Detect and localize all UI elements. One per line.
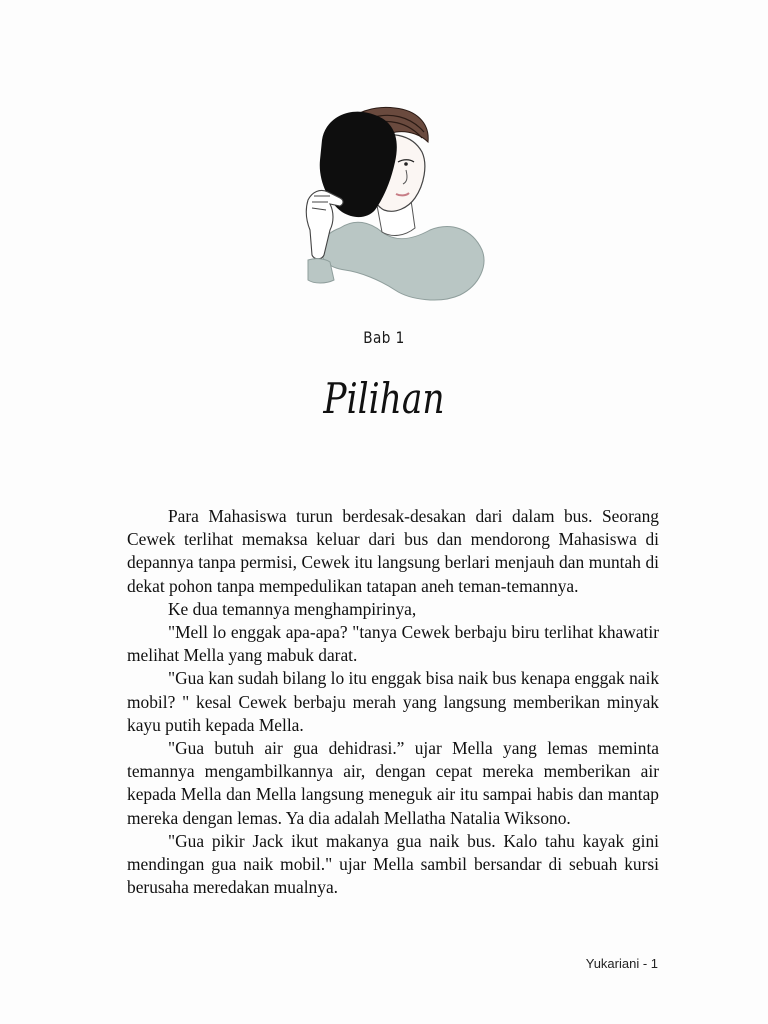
paragraph: "Mell lo enggak apa-apa? "tanya Cewek berbaju biru terlihat khawatir melihat Mella yang mabuk darat.	[127, 622, 659, 666]
chapter-body	[127, 505, 659, 899]
paragraph: "Gua kan sudah bilang lo itu enggak bisa naik bus kenapa enggak naik mobil? " kesal Cewek berbaju merah yang langsung memberikan minyak kayu putih kepada Mella.	[127, 668, 660, 735]
chapter-title: Pilihan	[323, 374, 445, 423]
page-footer: Yukariani - 1	[585, 956, 658, 971]
character-portrait-icon	[300, 100, 490, 305]
paragraph: "Gua butuh air gua dehidrasi.” ujar Mella yang lemas meminta temannya mengambilkannya air, dengan cepat mereka memberikan air kepada Mella dan Mella langsung meneguk air itu sampai habis dan mantap mereka dengan lemas. Ya dia adalah Mellatha Natalia Wiksono.	[127, 738, 659, 828]
paragraph: Ke dua temannya menghampirinya,	[168, 598, 417, 619]
paragraph: "Gua pikir Jack ikut makanya gua naik bus. Kalo tahu kayak gini mendingan gua naik mobil." ujar Mella sambil bersandar di sebuah kursi berusaha meredakan mualnya.	[127, 830, 659, 898]
chapter-label: Bab 1	[363, 328, 405, 347]
sleeve-shape	[308, 259, 334, 283]
paragraph: Para Mahasiswa turun berdesak-desakan dari dalam bus. Seorang Cewek terlihat memaksa keluar dari bus dan mendorong Mahasiswa di depannya tanpa permisi, Cewek itu langsung berlari menjauh dan muntah di dekat pohon tanpa mempedulikan tatapan aneh teman-temannya.	[127, 506, 659, 596]
